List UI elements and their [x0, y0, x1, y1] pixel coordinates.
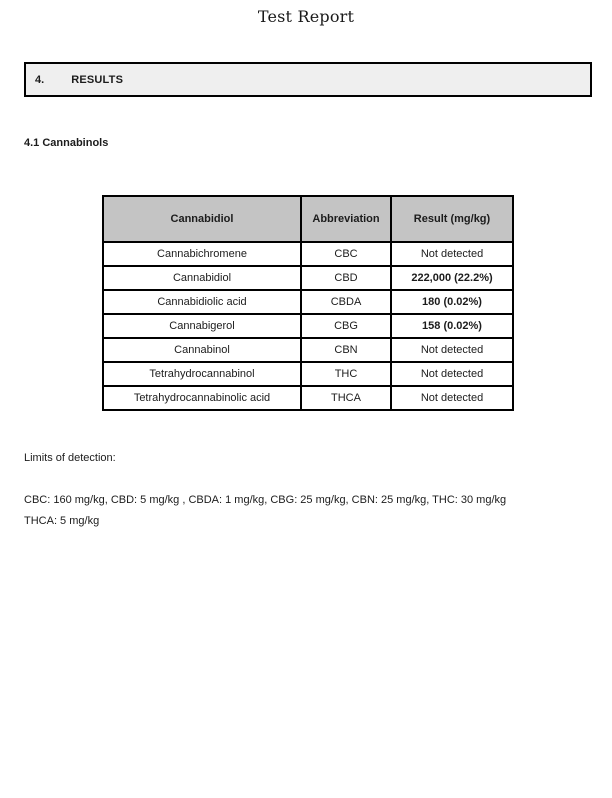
- cell-result: 222,000 (22.2%): [391, 266, 513, 290]
- cell-name: Tetrahydrocannabinol: [103, 362, 301, 386]
- page-title: Test Report: [257, 7, 355, 26]
- cell-result: 158 (0.02%): [391, 314, 513, 338]
- cell-abbr: THC: [301, 362, 391, 386]
- table-header-row: [103, 196, 513, 242]
- table-row: [103, 266, 513, 290]
- cell-result: Not detected: [391, 338, 513, 362]
- table-row: [103, 314, 513, 338]
- cell-result: Not detected: [391, 386, 513, 410]
- cell-abbr: CBN: [301, 338, 391, 362]
- cell-result: Not detected: [391, 362, 513, 386]
- cell-name: Cannabichromene: [103, 242, 301, 266]
- section-header-box: [24, 62, 592, 97]
- cell-result: Not detected: [391, 242, 513, 266]
- cell-name: Cannabidiol: [103, 266, 301, 290]
- cell-name: Cannabidiolic acid: [103, 290, 301, 314]
- section-title: RESULTS: [71, 73, 124, 86]
- cannabinoids-table: [102, 195, 514, 411]
- table-row: [103, 290, 513, 314]
- cell-abbr: THCA: [301, 386, 391, 410]
- limits-line-2: THCA: 5 mg/kg: [24, 515, 100, 527]
- cell-abbr: CBDA: [301, 290, 391, 314]
- subsection-title: 4.1 Cannabinols: [24, 137, 109, 149]
- table-row: [103, 338, 513, 362]
- cell-name: Cannabigerol: [103, 314, 301, 338]
- limits-line-1: CBC: 160 mg/kg, CBD: 5 mg/kg , CBDA: 1 mg/kg, CBG: 25 mg/kg, CBN: 25 mg/kg, THC: 30 mg/kg: [24, 494, 507, 506]
- cell-abbr: CBG: [301, 314, 391, 338]
- cell-result: 180 (0.02%): [391, 290, 513, 314]
- limits-of-detection-label: Limits of detection:: [24, 452, 116, 464]
- cell-name: Tetrahydrocannabinolic acid: [103, 386, 301, 410]
- limits-of-detection-values: [24, 490, 584, 532]
- column-header-abbreviation: Abbreviation: [301, 196, 391, 242]
- section-number: 4.: [35, 73, 45, 86]
- cell-abbr: CBD: [301, 266, 391, 290]
- table-row: [103, 386, 513, 410]
- column-header-result: Result (mg/kg): [391, 196, 513, 242]
- cell-name: Cannabinol: [103, 338, 301, 362]
- cell-abbr: CBC: [301, 242, 391, 266]
- column-header-cannabidiol: Cannabidiol: [103, 196, 301, 242]
- table-row: [103, 242, 513, 266]
- table-row: [103, 362, 513, 386]
